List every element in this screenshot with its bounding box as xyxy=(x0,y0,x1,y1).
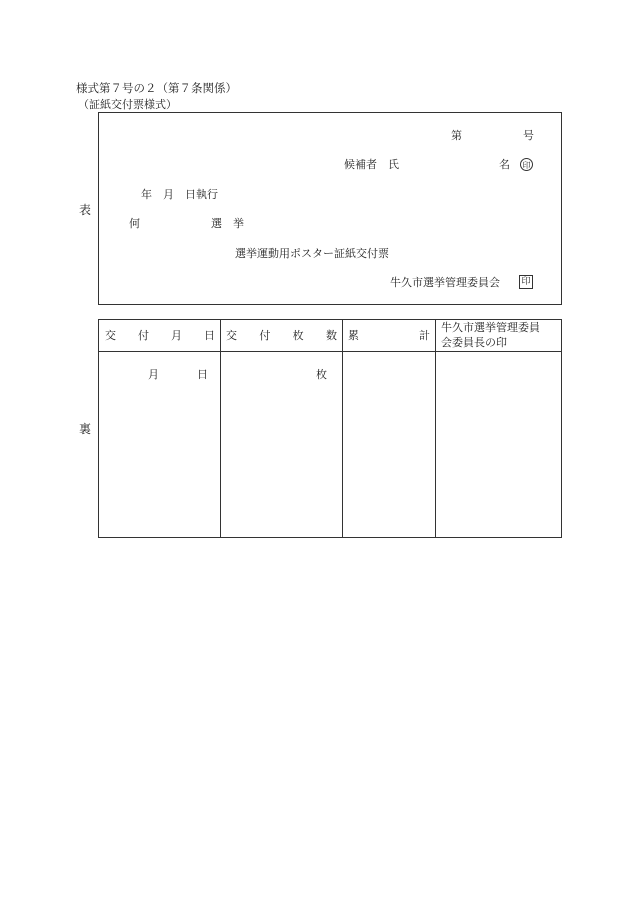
issuer-name: 牛久市選挙管理委員会 xyxy=(390,276,500,289)
slip-title: 選挙運動用ポスター証紙交付票 xyxy=(235,247,389,260)
front-side-label: 表 xyxy=(79,203,92,217)
form-name: （証紙交付票様式） xyxy=(78,98,177,111)
number-label-prefix: 第 xyxy=(451,129,462,142)
back-table-col-divider-1 xyxy=(220,319,221,538)
header-count: 交 付 枚 数 xyxy=(226,329,337,342)
row-day: 日 xyxy=(197,368,208,381)
seal-square-icon: 印 xyxy=(519,275,533,289)
header-date: 交 付 月 日 xyxy=(105,329,215,342)
header-chair-seal-line2: 会委員長の印 xyxy=(441,336,507,349)
execution-date-line: 年 月 日執行 xyxy=(141,188,218,201)
row-sheets: 枚 xyxy=(316,368,327,381)
election-suffix: 選 挙 xyxy=(211,217,244,230)
header-total: 累 計 xyxy=(348,329,430,342)
form-number: 様式第７号の２（第７条関係） xyxy=(76,81,237,95)
back-table-col-divider-2 xyxy=(342,319,343,538)
candidate-label: 候補者 氏 xyxy=(344,158,399,171)
election-label: 何 xyxy=(129,217,140,230)
header-chair-seal-line1: 牛久市選挙管理委員 xyxy=(441,321,540,334)
number-label-suffix: 号 xyxy=(523,129,534,142)
seal-round-icon: 印 xyxy=(520,158,533,171)
back-table-col-divider-3 xyxy=(435,319,436,538)
row-month: 月 xyxy=(148,368,159,381)
name-label: 名 xyxy=(499,158,510,171)
back-table-header-divider xyxy=(98,351,562,352)
back-side-label: 裏 xyxy=(79,422,92,436)
